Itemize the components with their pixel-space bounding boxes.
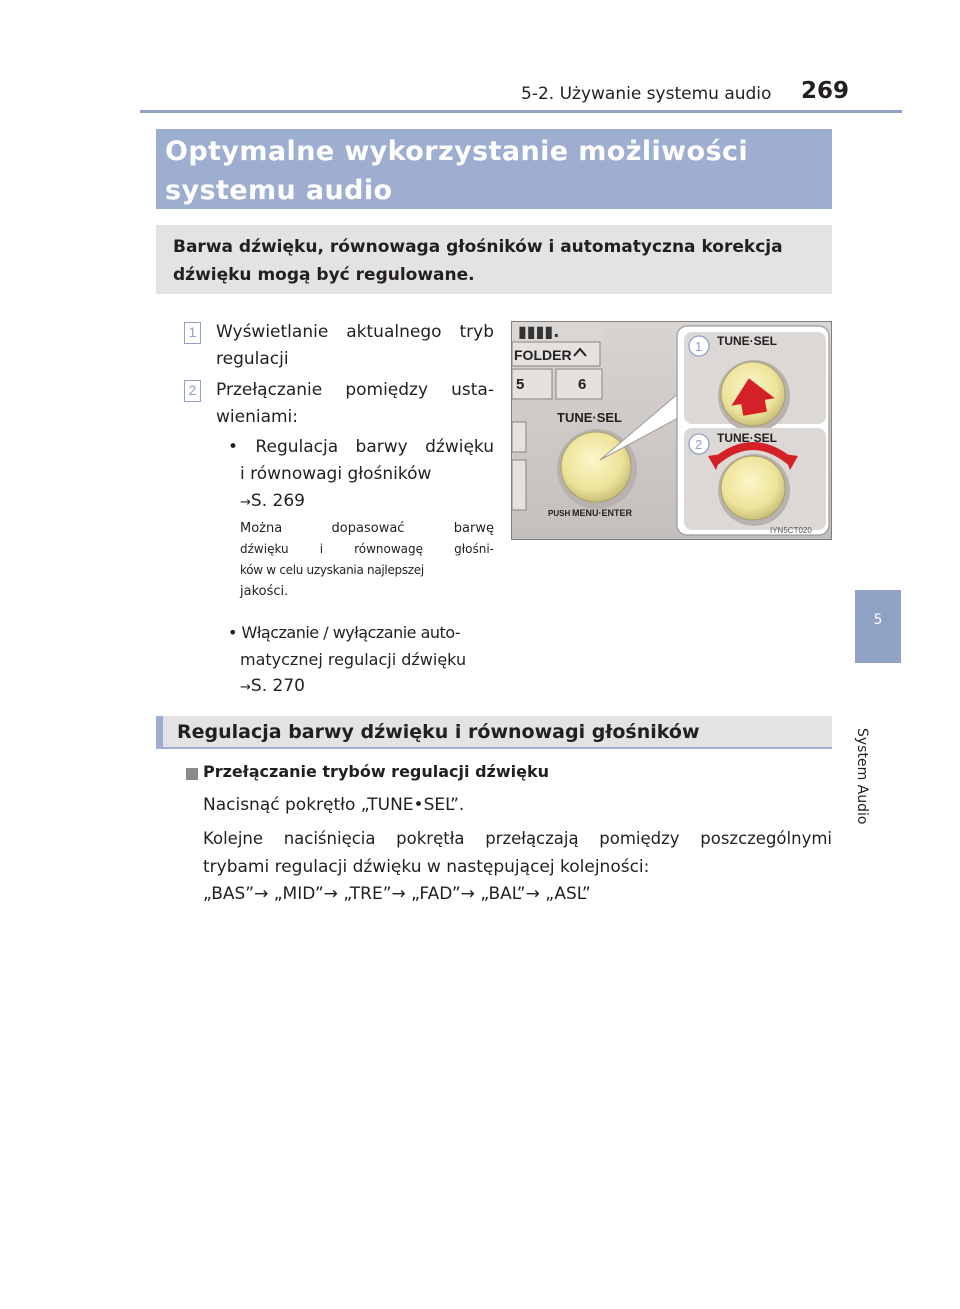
- callout-1-number: 1: [695, 339, 703, 354]
- audio-unit-illustration: [512, 322, 831, 539]
- item-1-text: [216, 319, 494, 373]
- chapter-number: 5: [873, 612, 883, 628]
- page-title-box: [156, 129, 832, 209]
- bullet-1: [228, 434, 494, 516]
- callout-1-label: TUNE·SEL: [717, 334, 777, 348]
- mode-sequence: „BAS”→ „MID”→ „TRE”→ „FAD”→ „BAL”→ „ASL”: [203, 884, 591, 904]
- bullet-1-line-2: i równowagi głośników: [240, 464, 432, 484]
- callout-2-label: TUNE·SEL: [717, 431, 777, 445]
- intro-line-1: Barwa dźwięku, równowaga głośników i automatyczna korekcja: [173, 237, 783, 257]
- menu-enter-label: MENU·ENTER: [572, 508, 632, 518]
- item-2-line-2: wieniami:: [216, 407, 299, 427]
- page-number: 269: [801, 78, 850, 104]
- header-rule: [140, 110, 902, 113]
- arrow-right-icon: →: [240, 680, 251, 695]
- paragraph-2-line-2: trybami regulacji dźwięku w następującej kolejności:: [203, 857, 650, 877]
- callout-2-knob: [721, 456, 785, 520]
- note-line-3: ków w celu uzyskania najlepszej: [240, 563, 424, 577]
- item-2-line-1: Przełączanie pomiędzy usta-: [216, 380, 494, 400]
- chapter-title: System Audio: [854, 728, 870, 825]
- preset-6-label: 6: [578, 376, 587, 393]
- arrow-right-icon: →: [240, 495, 251, 510]
- bullet-1-line-1: • Regulacja barwy dźwięku: [228, 437, 494, 457]
- square-bullet-icon: [186, 768, 198, 780]
- page-title: [165, 132, 832, 210]
- audio-unit-figure: [511, 321, 832, 540]
- bullet-2: [228, 619, 494, 701]
- bullet-2-line-2: matycznej regulacji dźwięku: [240, 650, 467, 669]
- callout-number-2: 2: [184, 380, 201, 402]
- page-title-line-2: systemu audio: [165, 175, 393, 206]
- page-reference-269[interactable]: S. 269: [250, 491, 305, 511]
- knob-label: TUNE·SEL: [557, 410, 622, 425]
- bullet-2-ref[interactable]: [228, 673, 494, 701]
- bullet-1-ref[interactable]: [228, 488, 494, 516]
- folder-label: FOLDER: [514, 347, 572, 363]
- callout-2-number: 2: [695, 437, 703, 452]
- running-header-section: 5-2. Używanie systemu audio: [521, 84, 772, 104]
- paragraph-1: Nacisnąć pokrętło „TUNE•SEL”.: [203, 795, 465, 815]
- push-label: PUSH: [548, 509, 571, 518]
- paragraph-2: [203, 825, 832, 881]
- display-segments: ▮▮▮▮.: [518, 322, 560, 341]
- item-1-line-2: regulacji: [216, 349, 289, 369]
- section-heading: Regulacja barwy dźwięku i równowagi głośników: [177, 721, 700, 743]
- note-line-4: jakości.: [240, 584, 289, 599]
- note-line-2: dźwięku i równowagę głośni-: [240, 542, 494, 556]
- paragraph-2-line-1: Kolejne naciśnięcia pokrętła przełączają pomiędzy poszczególnymi: [203, 829, 832, 848]
- bullet-2-line-1: • Włączanie / wyłączanie auto-: [228, 623, 461, 642]
- note-line-1: Można dopasować barwę: [240, 521, 494, 536]
- intro-line-2: dźwięku mogą być regulowane.: [173, 265, 475, 285]
- bullet-1-note: [240, 518, 494, 602]
- subheading: Przełączanie trybów regulacji dźwięku: [203, 762, 549, 781]
- page-reference-270[interactable]: S. 270: [250, 676, 305, 696]
- intro-text: [173, 233, 816, 289]
- item-2-text: [216, 377, 494, 431]
- page-title-line-1: Optymalne wykorzystanie możliwości: [165, 136, 748, 167]
- preset-5-label: 5: [516, 376, 525, 393]
- item-1-line-1: Wyświetlanie aktualnego tryb: [216, 322, 494, 342]
- callout-number-1: 1: [184, 322, 201, 344]
- section-heading-box: [156, 716, 832, 749]
- figure-code: IYN5CT020: [770, 526, 812, 535]
- intro-box: [156, 225, 832, 294]
